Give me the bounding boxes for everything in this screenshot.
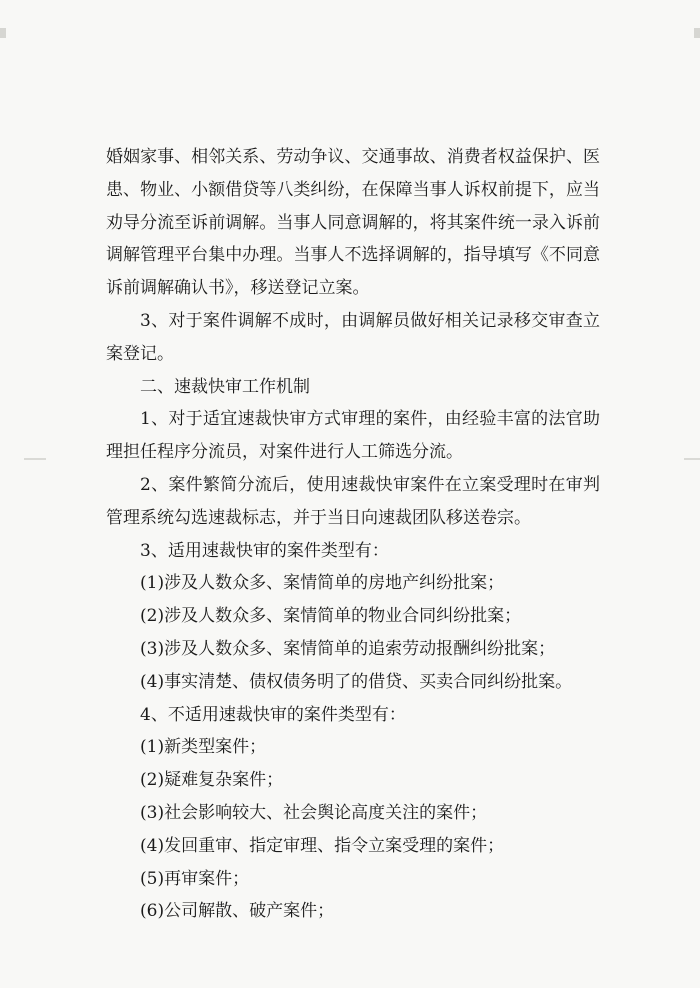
scan-edge-mark-right (694, 28, 700, 38)
list-item: (1)新类型案件； (140, 737, 267, 758)
fold-mark-right (684, 458, 700, 460)
list-item: (2)疑难复杂案件； (140, 770, 284, 791)
list-item: (3)涉及人数众多、案情简单的追索劳动报酬纠纷批案； (140, 638, 556, 659)
paragraph-continuation: 婚姻家事、相邻关系、劳动争议、交通事故、消费者权益保护、医患、物业、小额借贷等八类纠纷，在保障当事人诉权前提下，应当劝导分流至诉前调解。当事人同意调解的，将其案件统一录入诉前调解管理平台集中办理。当事人不选择调解的，指导填写《不同意诉前调解确认书》，移送登记立案。 (106, 147, 600, 299)
list-item: (3)社会影响较大、社会舆论高度关注的案件； (140, 802, 488, 823)
paragraph-item-3-applicable: 3、适用速裁快审的案件类型有： (140, 540, 389, 561)
paragraph-item-2: 2、案件繁简分流后，使用速裁快审案件在立案受理时在审判管理系统勾选速裁标志，并于当日向速裁团队移送卷宗。 (106, 474, 600, 528)
scan-edge-mark-left (0, 28, 6, 38)
paragraph-item-3: 3、对于案件调解不成时，由调解员做好相关记录移交审查立案登记。 (106, 310, 600, 364)
document-body (106, 141, 600, 928)
list-item: (5)再审案件； (140, 868, 250, 889)
paragraph-item-1: 1、对于适宜速裁快审方式审理的案件，由经验丰富的法官助理担任程序分流员，对案件进行人工筛选分流。 (106, 409, 600, 463)
section-heading: 二、速裁快审工作机制 (140, 376, 310, 397)
fold-mark-left (24, 458, 46, 460)
paragraph-item-4-not-applicable: 4、不适用速裁快审的案件类型有： (140, 704, 406, 725)
list-item: (6)公司解散、破产案件； (140, 901, 335, 922)
list-item: (1)涉及人数众多、案情简单的房地产纠纷批案； (140, 573, 505, 594)
list-item: (2)涉及人数众多、案情简单的物业合同纠纷批案； (140, 606, 522, 627)
list-item: (4)事实清楚、债权债务明了的借贷、买卖合同纠纷批案。 (140, 671, 573, 692)
list-item: (4)发回重审、指定审理、指令立案受理的案件； (140, 835, 505, 856)
